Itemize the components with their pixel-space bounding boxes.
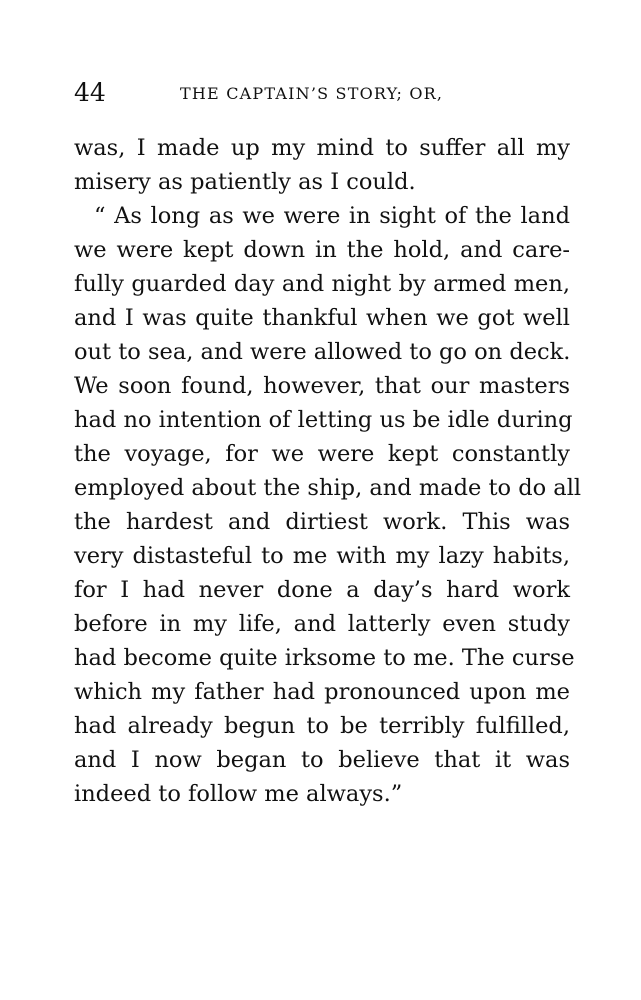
text-line: and I was quite thankful when we got well [74, 305, 570, 331]
text-line: “ As long as we were in sight of the land [94, 203, 570, 229]
text-line: and I now began to believe that it was [74, 747, 570, 773]
text-line: the hardest and dirtiest work. This was [74, 509, 570, 535]
text-line: out to sea, and were allowed to go on deck. [74, 339, 571, 365]
text-line: had already begun to be terribly fulfilled, [74, 713, 570, 739]
text-line: before in my life, and latterly even study [74, 611, 570, 637]
text-line: had become quite irksome to me. The curse [74, 645, 575, 671]
text-line: misery as patiently as I could. [74, 169, 416, 195]
text-line: indeed to follow me always.” [74, 781, 403, 807]
text-line: fully guarded day and night by armed men, [74, 271, 570, 297]
body-text [74, 131, 582, 811]
text-line: had no intention of letting us be idle during [74, 407, 573, 433]
running-head: THE CAPTAIN’S STORY; OR, [180, 84, 444, 103]
page-header [74, 76, 574, 110]
text-line: the voyage, for we were kept constantly [74, 441, 570, 467]
text-line: was, I made up my mind to suffer all my [74, 135, 570, 161]
text-line: which my father had pronounced upon me [74, 679, 570, 705]
page-number: 44 [74, 78, 106, 107]
text-line: for I had never done a day’s hard work [74, 577, 570, 603]
text-line: employed about the ship, and made to do all [74, 475, 582, 501]
text-line: very distasteful to me with my lazy habits, [74, 543, 570, 569]
text-line: we were kept down in the hold, and care- [74, 237, 570, 263]
text-line: We soon found, however, that our masters [74, 373, 570, 399]
